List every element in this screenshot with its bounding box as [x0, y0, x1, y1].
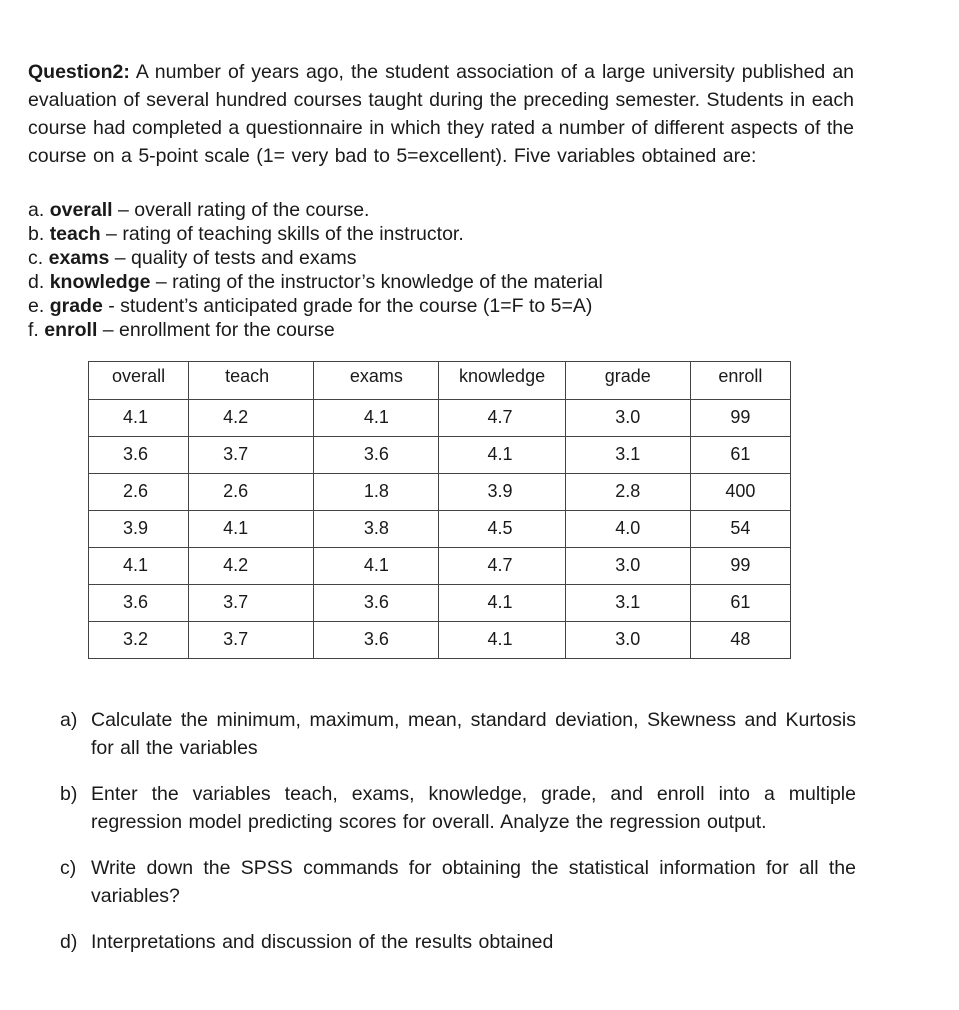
task-item-a [60, 706, 856, 762]
variable-name: enroll [44, 319, 98, 341]
task-list [60, 706, 856, 974]
table-cell: 99 [690, 548, 790, 585]
variable-item-teach [28, 222, 888, 246]
variable-separator: - [102, 295, 121, 317]
variable-item-knowledge [28, 270, 888, 294]
question-label: Question2: [28, 60, 130, 83]
table-cell: 99 [690, 400, 790, 437]
table-cell: 3.6 [314, 437, 439, 474]
table-cell: 3.6 [89, 437, 189, 474]
table-cell: 1.8 [314, 474, 439, 511]
variable-item-enroll [28, 318, 888, 342]
table-cell: 3.0 [565, 400, 690, 437]
table-row [89, 622, 791, 659]
table-cell: 3.1 [565, 437, 690, 474]
table-row [89, 400, 791, 437]
variable-prefix: f. [28, 319, 45, 341]
variable-separator: – [97, 319, 120, 341]
data-table [88, 361, 791, 659]
variable-name: knowledge [49, 271, 151, 293]
table-cell: 4.0 [565, 511, 690, 548]
table-cell: 3.6 [314, 622, 439, 659]
table-cell: 4.1 [439, 585, 565, 622]
question-text: A number of years ago, the student association of a large university published an evaluation of several hundred courses taught during the preceding semester. Students in each course had completed a questionnaire in which they rated a number of different aspects of the course on a 5-point scale (1= very bad to 5=excellent). Five variables obtained are: [28, 60, 855, 167]
table-cell: 4.7 [439, 400, 565, 437]
variable-separator: – [112, 199, 135, 221]
table-cell: 4.7 [439, 548, 565, 585]
column-header-enroll: enroll [690, 362, 790, 400]
table-cell: 3.1 [565, 585, 690, 622]
table-header-row [89, 362, 791, 400]
table-cell: 3.8 [314, 511, 439, 548]
variable-item-grade [28, 294, 888, 318]
task-item-d [60, 928, 856, 956]
variable-separator: – [100, 223, 123, 245]
variable-name: teach [49, 223, 101, 245]
task-text: Calculate the minimum, maximum, mean, standard deviation, Skewness and Kurtosis for all the variables [91, 709, 856, 759]
table-cell: 2.8 [565, 474, 690, 511]
task-item-b [60, 780, 856, 836]
column-header-overall: overall [89, 362, 189, 400]
table-cell: 400 [690, 474, 790, 511]
table-cell: 3.7 [189, 585, 314, 622]
variable-description: rating of teaching skills of the instructor. [122, 223, 464, 245]
task-letter: a) [60, 709, 78, 731]
variable-description: student’s anticipated grade for the course (1=F to 5=A) [120, 295, 593, 317]
variable-prefix: a. [28, 199, 50, 221]
table-cell: 4.1 [439, 622, 565, 659]
table-cell: 4.2 [189, 548, 314, 585]
variable-item-exams [28, 246, 888, 270]
variable-name: grade [49, 295, 103, 317]
table-cell: 4.1 [314, 548, 439, 585]
table-row [89, 474, 791, 511]
variable-description: overall rating of the course. [134, 199, 370, 221]
table-cell: 4.2 [189, 400, 314, 437]
table-row [89, 511, 791, 548]
column-header-knowledge: knowledge [439, 362, 565, 400]
task-text: Write down the SPSS commands for obtaining the statistical information for all the variables? [91, 857, 856, 907]
table-cell: 4.1 [189, 511, 314, 548]
task-letter: d) [60, 931, 78, 953]
table-row [89, 437, 791, 474]
table-cell: 3.9 [89, 511, 189, 548]
table-cell: 3.2 [89, 622, 189, 659]
task-item-c [60, 854, 856, 910]
column-header-teach: teach [189, 362, 314, 400]
table-cell: 3.0 [565, 548, 690, 585]
table-cell: 61 [690, 585, 790, 622]
table-cell: 4.1 [439, 437, 565, 474]
task-letter: c) [60, 857, 77, 879]
variable-prefix: b. [28, 223, 50, 245]
variable-prefix: c. [28, 247, 49, 269]
table-cell: 3.6 [89, 585, 189, 622]
table-cell: 54 [690, 511, 790, 548]
table-cell: 2.6 [189, 474, 314, 511]
task-letter: b) [60, 783, 78, 805]
variable-prefix: e. [28, 295, 50, 317]
variable-item-overall [28, 198, 888, 222]
table-cell: 4.5 [439, 511, 565, 548]
variable-list [28, 198, 888, 342]
table-row [89, 548, 791, 585]
variable-name: overall [49, 199, 113, 221]
table-cell: 4.1 [89, 400, 189, 437]
variable-name: exams [48, 247, 110, 269]
table-row [89, 585, 791, 622]
question-paragraph [28, 58, 854, 170]
table-cell: 3.6 [314, 585, 439, 622]
table-cell: 3.7 [189, 622, 314, 659]
variable-separator: – [109, 247, 131, 269]
table-cell: 48 [690, 622, 790, 659]
variable-prefix: d. [28, 271, 50, 293]
column-header-grade: grade [565, 362, 690, 400]
table-cell: 2.6 [89, 474, 189, 511]
table-cell: 3.0 [565, 622, 690, 659]
variable-description: rating of the instructor’s knowledge of the material [172, 271, 603, 293]
table-cell: 61 [690, 437, 790, 474]
variable-separator: – [150, 271, 173, 293]
task-text: Interpretations and discussion of the results obtained [91, 931, 554, 953]
task-text: Enter the variables teach, exams, knowledge, grade, and enroll into a multiple regression model predicting scores for overall. Analyze the regression output. [91, 783, 856, 833]
table-cell: 3.9 [439, 474, 565, 511]
table-cell: 3.7 [189, 437, 314, 474]
variable-description: quality of tests and exams [131, 247, 357, 269]
table-cell: 4.1 [89, 548, 189, 585]
variable-description: enrollment for the course [119, 319, 335, 341]
table-cell: 4.1 [314, 400, 439, 437]
column-header-exams: exams [314, 362, 439, 400]
